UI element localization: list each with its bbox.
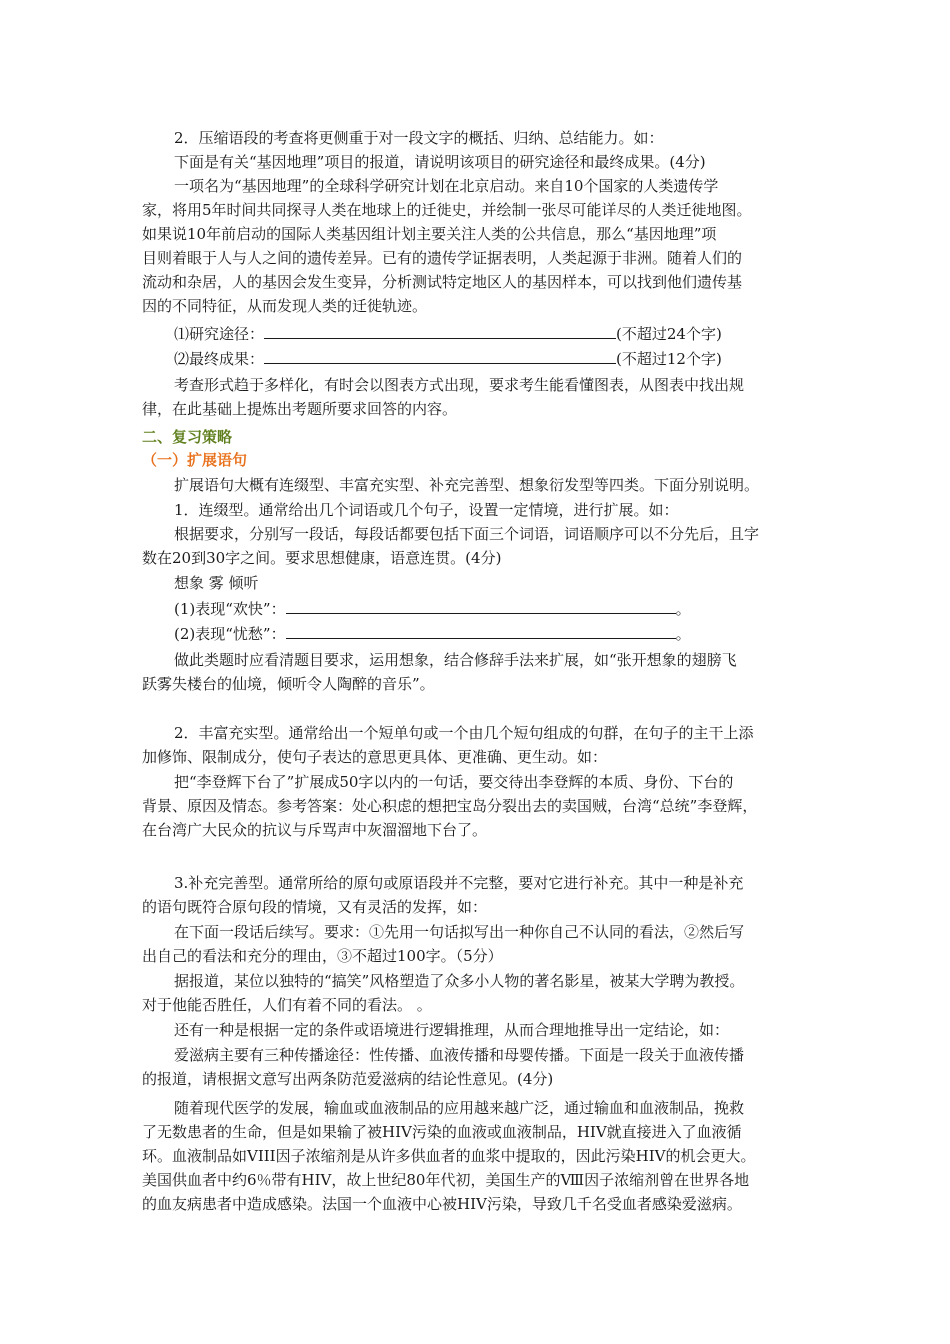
type2-title: 2．丰富充实型。通常给出一个短单句或一个由几个短句组成的句群，在句子的主干上添	[174, 724, 754, 742]
blank-label: ⑵最终成果：	[174, 350, 265, 368]
given-words: 想象 雾 倾听	[174, 574, 259, 592]
answer-blank-research[interactable]	[264, 324, 616, 339]
answer-blank-row	[142, 622, 810, 646]
period: 。	[675, 625, 691, 643]
blank-label: (1)表现“欢快”：	[174, 600, 286, 618]
answer-blank-row	[142, 322, 810, 346]
aids-passage: 了无数患者的生命，但是如果输了被HIV污染的血液或血液制品，HIV就直接进入了血液循	[142, 1123, 742, 1141]
type3-title: 3.补充完善型。通常所给的原句或原语段并不完整，要对它进行补充。其中一种是补充	[174, 874, 744, 892]
aids-requirement: 爱滋病主要有三种传播途径：性传播、血液传播和母婴传播。下面是一段关于血液传播	[174, 1046, 745, 1064]
answer-blank-sad[interactable]	[286, 624, 676, 639]
period: 。	[675, 600, 691, 618]
type3-requirement: 在下面一段话后续写。要求：①先用一句话拟写出一种你自己不认同的看法，②然后写	[174, 923, 745, 941]
aids-requirement: 的报道，请根据文意写出两条防范爱滋病的结论性意见。(4分)	[142, 1070, 554, 1088]
type1-requirement: 根据要求，分别写一段话，每段话都要包括下面三个词语，词语顺序可以不分先后，且字	[174, 525, 760, 543]
expand-overview: 扩展语句大概有连缀型、丰富充实型、补充完善型、想象衍发型等四类。下面分别说明。	[174, 476, 760, 494]
passage-line: 因的不同特征，从而发现人类的迁徙轨迹。	[142, 297, 428, 315]
answer-blank-happy[interactable]	[286, 599, 676, 614]
answer-blank-row	[142, 597, 810, 621]
type1-requirement: 数在20到30字之间。要求思想健康，语意连贯。(4分)	[142, 549, 502, 567]
type1-tip: 跃雾失楼台的仙境，倾听令人陶醉的音乐”。	[142, 675, 435, 693]
passage-line: 一项名为“基因地理”的全球科学研究计划在北京启动。来自10个国家的人类遗传学	[174, 177, 719, 195]
aids-passage: 随着现代医学的发展，输血或血液制品的应用越来越广泛，通过输血和血液制品，挽救	[174, 1099, 745, 1117]
heading-expand-sentences: （一）扩展语句	[142, 451, 248, 469]
type3-requirement: 出自己的看法和充分的理由，③不超过100字。（5分）	[142, 947, 503, 965]
passage-line: 目则着眼于人与人之间的遗传差异。已有的遗传学证据表明，人类起源于非洲。随着人们的	[142, 249, 743, 267]
blank-note: (不超过24个字)	[616, 325, 722, 343]
aids-passage: 美国供血者中约6％带有HIV，故上世纪80年代初，美国生产的Ⅷ因子浓缩剂曾在世界各地	[142, 1171, 750, 1189]
type2-example: 把“李登辉下台了”扩展成50字以内的一句话，要交待出李登辉的本质、身份、下台的	[174, 773, 734, 791]
passage-line: 家，将用5年时间共同探寻人类在地球上的迁徙史，并绘制一张尽可能详尽的人类迁徙地图。	[142, 201, 752, 219]
answer-blank-result[interactable]	[264, 349, 616, 364]
form-note: 考查形式趋于多样化，有时会以图表方式出现，要求考生能看懂图表，从图表中找出规	[174, 376, 745, 394]
type3-other: 还有一种是根据一定的条件或语境进行逻辑推理，从而合理地推导出一定结论，如：	[174, 1021, 730, 1039]
type3-news: 对于他能否胜任，人们有着不同的看法。 。	[142, 996, 432, 1014]
blank-note: (不超过12个字)	[616, 350, 722, 368]
question-text: 下面是有关“基因地理”项目的报道，请说明该项目的研究途径和最终成果。(4分)	[174, 153, 706, 171]
blank-label: ⑴研究途径：	[174, 325, 265, 343]
type1-tip: 做此类题时应看清题目要求，运用想象，结合修辞手法来扩展，如“张开想象的翅膀飞	[174, 651, 737, 669]
type2-example: 在台湾广大民众的抗议与斥骂声中灰溜溜地下台了。	[142, 821, 488, 839]
type3-news: 据报道，某位以独特的“搞笑”风格塑造了众多小人物的著名影星，被某大学聘为教授。	[174, 972, 745, 990]
blank-label: (2)表现“忧愁”：	[174, 625, 286, 643]
form-note: 律，在此基础上提炼出考题所要求回答的内容。	[142, 400, 458, 418]
aids-passage: 的血友病患者中造成感染。法国一个血液中心被HIV污染，导致几千名受血者感染爱滋病。	[142, 1195, 742, 1213]
type2-example: 背景、原因及情态。参考答案：处心积虑的想把宝岛分裂出去的卖国贼，台湾“总统”李登辉，	[142, 797, 758, 815]
aids-passage: 环。血液制品如VIII因子浓缩剂是从许多供血者的血浆中提取的，因此污染HIV的机会更大。	[142, 1147, 756, 1165]
heading-review-strategy: 二、复习策略	[142, 428, 233, 446]
type1-title: 1．连缀型。通常给出几个词语或几个句子，设置一定情境，进行扩展。如：	[174, 501, 679, 519]
section2-intro: 2．压缩语段的考查将更侧重于对一段文字的概括、归纳、总结能力。如：	[174, 129, 664, 147]
answer-blank-row	[142, 347, 810, 371]
type2-title: 加修饰、限制成分，使句子表达的意思更具体、更准确、更生动。如：	[142, 748, 608, 766]
passage-line: 如果说10年前启动的国际人类基因组计划主要关注人类的公共信息，那么“基因地理”项	[142, 225, 717, 243]
type3-title: 的语句既符合原句段的情境，又有灵活的发挥，如：	[142, 898, 488, 916]
passage-line: 流动和杂居，人的基因会发生变异，分析测试特定地区人的基因样本，可以找到他们遗传基	[142, 273, 743, 291]
